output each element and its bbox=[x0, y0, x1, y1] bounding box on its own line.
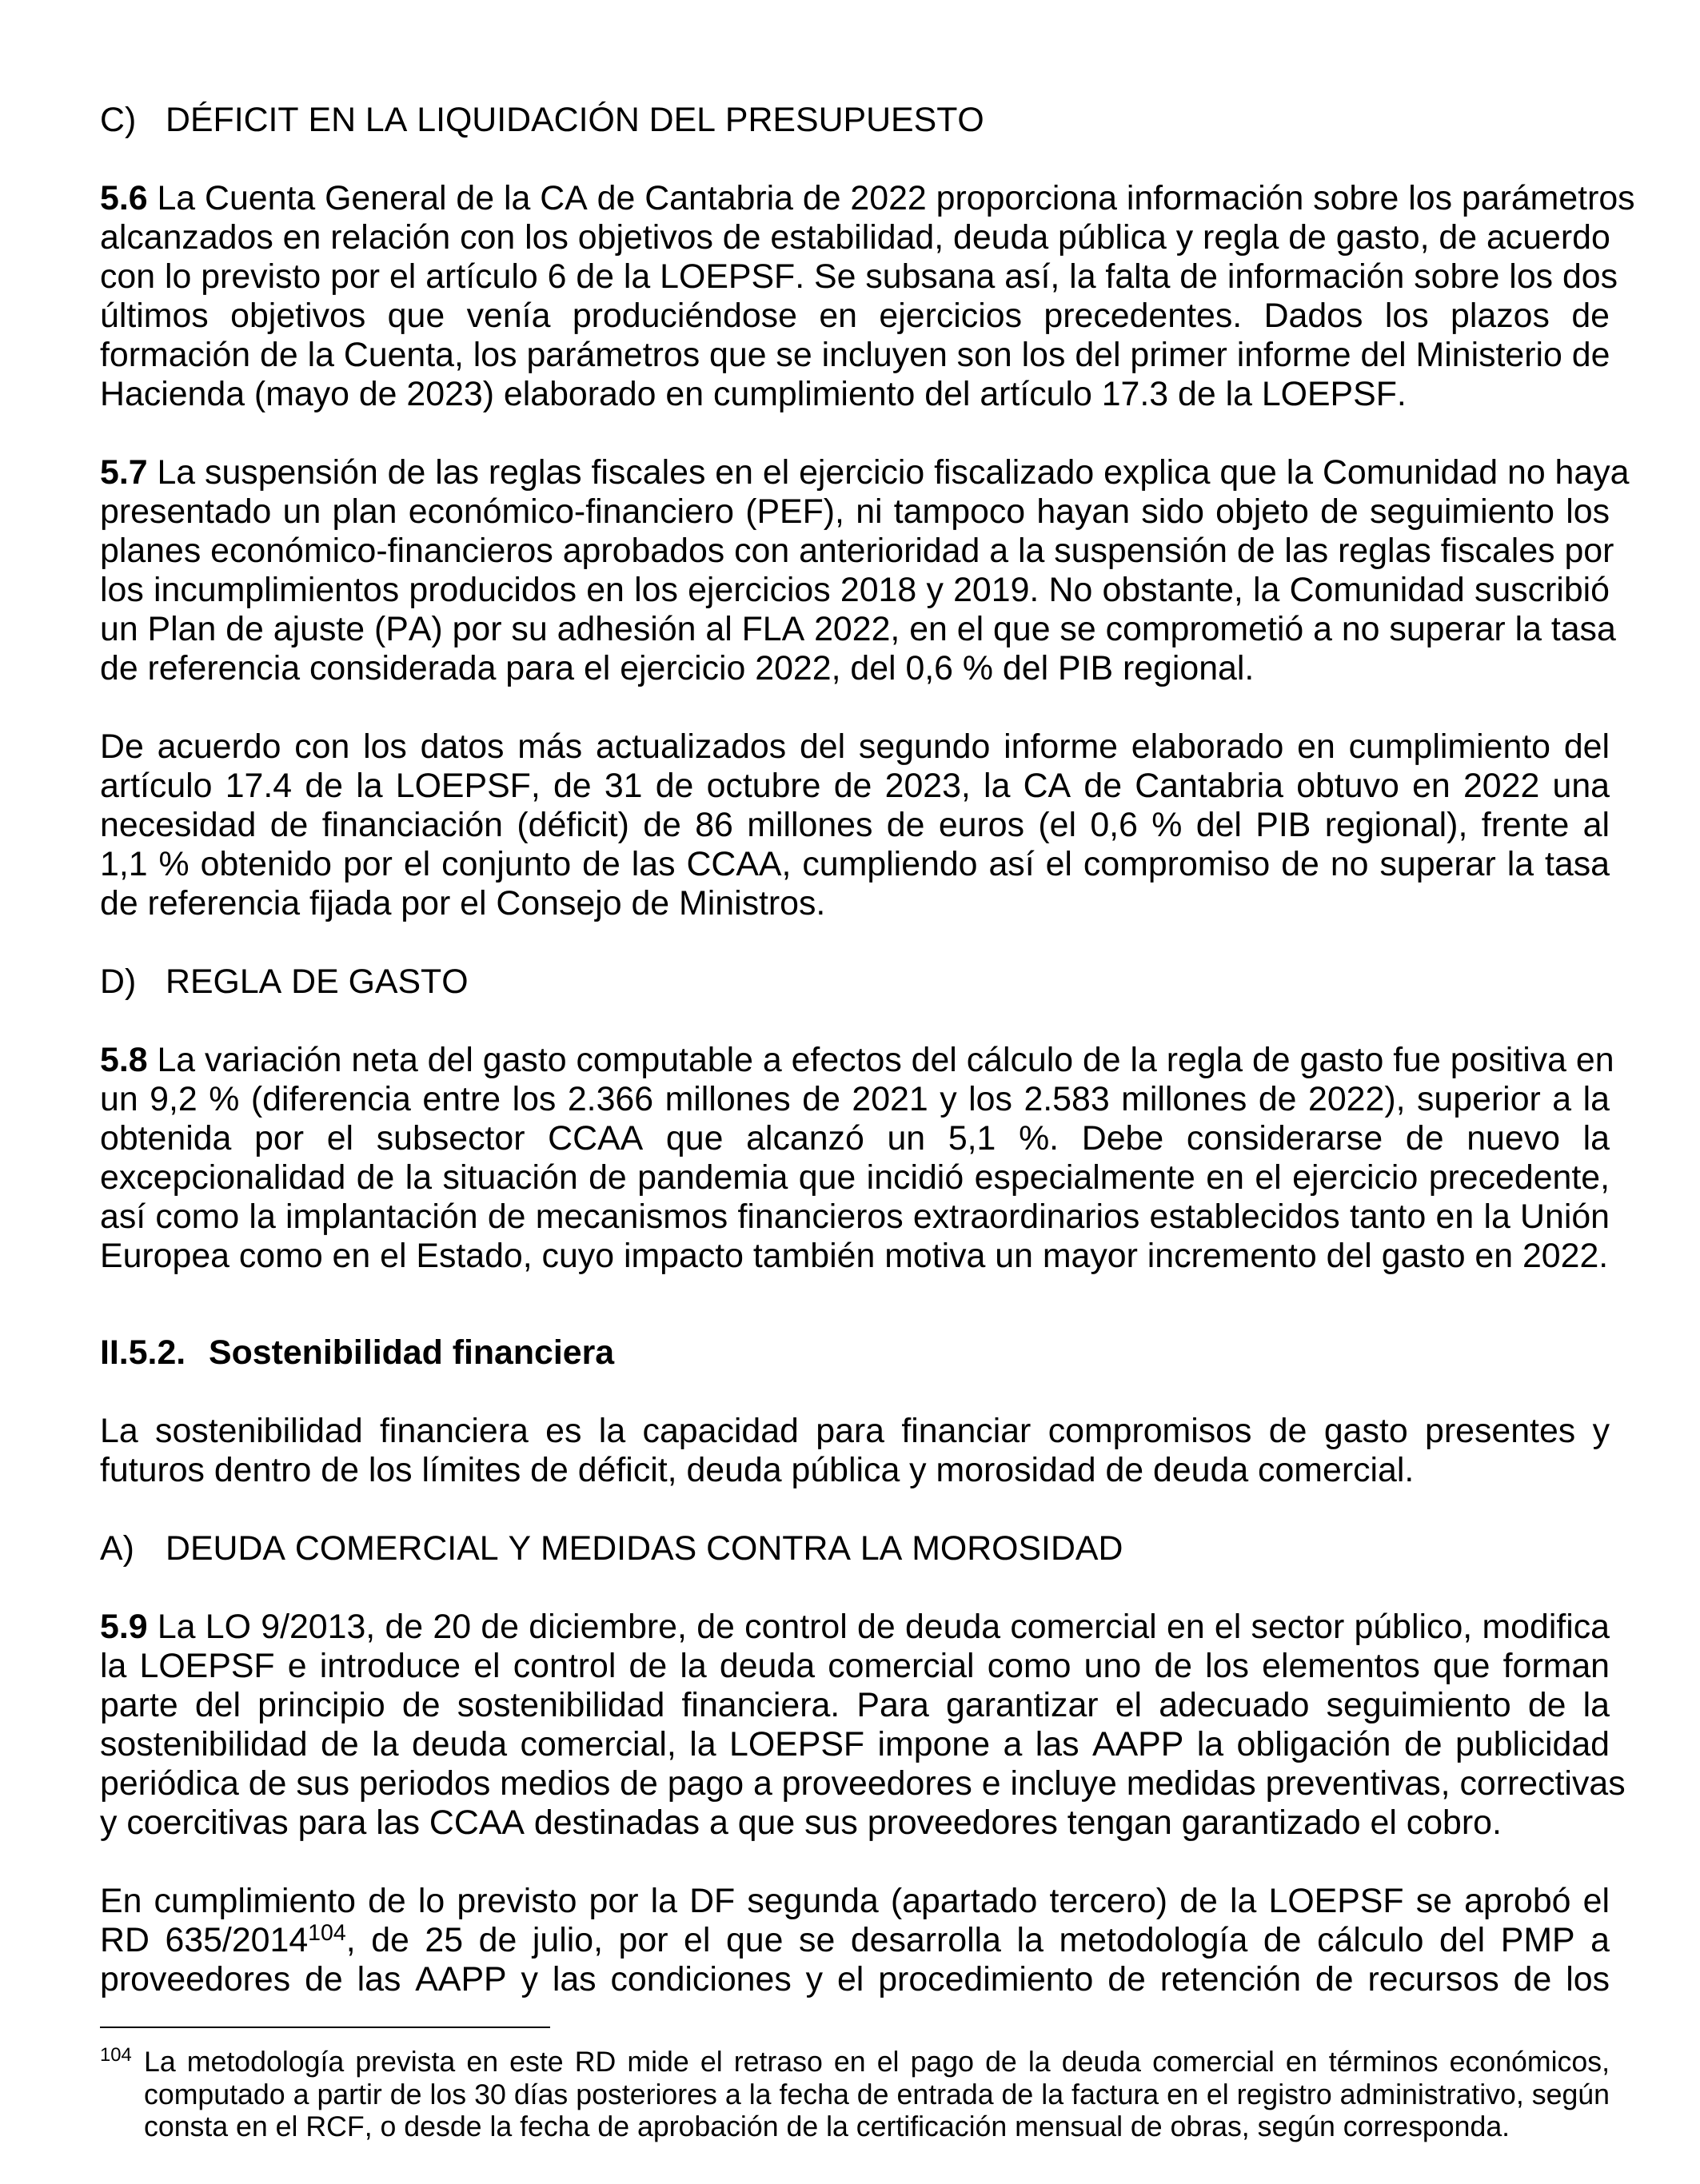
section-heading-label: A) bbox=[100, 1529, 134, 1568]
section-heading-label: C) bbox=[100, 101, 137, 139]
footnote-reference-marker: 104 bbox=[308, 1920, 346, 1946]
section-heading-a bbox=[100, 1529, 1610, 1568]
paragraph-line-text: RD 635/2014 bbox=[100, 1921, 309, 1959]
section-heading-label: II.5.2. bbox=[100, 1333, 186, 1372]
paragraph-number: 5.7 bbox=[100, 453, 148, 492]
section-heading-title: DEUDA COMERCIAL Y MEDIDAS CONTRA LA MOROSIDAD bbox=[166, 1529, 1123, 1568]
paragraph-line: futuros dentro de los límites de déficit, deuda pública y morosidad de deuda comercial. bbox=[100, 1451, 1415, 1489]
paragraph-line: los incumplimientos producidos en los ejercicios 2018 y 2019. No obstante, la Comunidad suscribió bbox=[100, 571, 1610, 609]
paragraph-line-text: , de 25 de julio, por el que se desarrolla la metodología de cálculo del PMP a bbox=[345, 1921, 1610, 1959]
footnote-104 bbox=[100, 2046, 1610, 2143]
section-heading-label: D) bbox=[100, 962, 137, 1001]
footnote-line: La metodología prevista en este RD mide el retraso en el pago de la deuda comercial en términos económicos, bbox=[144, 2046, 1610, 2078]
paragraph-5-8 bbox=[100, 1041, 1614, 1276]
footnote-line: computado a partir de los 30 días posteriores a la fecha de entrada de la factura en el registro administrativo, según bbox=[144, 2078, 1610, 2110]
paragraph-line-text: La variación neta del gasto computable a efectos del cálculo de la regla de gasto fue positiva en bbox=[157, 1041, 1614, 1079]
paragraph-line: necesidad de financiación (déficit) de 86 millones de euros (el 0,6 % del PIB regional), frente al bbox=[100, 806, 1610, 844]
paragraph-line bbox=[100, 1608, 1610, 1647]
paragraph-line: periódica de sus periodos medios de pago a proveedores e incluye medidas preventivas, correctivas bbox=[100, 1764, 1626, 1803]
paragraph-line: así como la implantación de mecanismos financieros extraordinarios establecidos tanto en la Unión bbox=[100, 1198, 1610, 1236]
paragraph-deficit-result bbox=[100, 727, 1610, 923]
paragraph-line: con lo previsto por el artículo 6 de la LOEPSF. Se subsana así, la falta de información sobre los dos bbox=[100, 257, 1618, 296]
section-heading-title: DÉFICIT EN LA LIQUIDACIÓN DEL PRESUPUESTO bbox=[166, 101, 984, 139]
paragraph-line: un Plan de ajuste (PA) por su adhesión al FLA 2022, en el que se comprometió a no superar la tasa bbox=[100, 610, 1616, 648]
paragraph-line bbox=[100, 453, 1630, 492]
paragraph-line: La sostenibilidad financiera es la capacidad para financiar compromisos de gasto presentes y bbox=[100, 1412, 1610, 1450]
paragraph-rd-635-2014 bbox=[100, 1882, 1610, 1999]
paragraph-line bbox=[100, 1921, 1610, 1960]
section-heading-d bbox=[100, 962, 1610, 1002]
paragraph-number: 5.9 bbox=[100, 1608, 148, 1646]
paragraph-5-7 bbox=[100, 453, 1630, 688]
paragraph-line-text: La suspensión de las reglas fiscales en el ejercicio fiscalizado explica que la Comunidad no haya bbox=[157, 453, 1630, 492]
paragraph-line: últimos objetivos que venía produciéndose en ejercicios precedentes. Dados los plazos de bbox=[100, 297, 1610, 335]
paragraph-line bbox=[100, 179, 1635, 218]
paragraph-line: Europea como en el Estado, cuyo impacto también motiva un mayor incremento del gasto en 2022. bbox=[100, 1237, 1609, 1275]
footnote-body bbox=[144, 2046, 1610, 2143]
paragraph-line: de referencia fijada por el Consejo de Ministros. bbox=[100, 884, 826, 923]
paragraph-line: parte del principio de sostenibilidad financiera. Para garantizar el adecuado seguimiento de la bbox=[100, 1686, 1610, 1724]
paragraph-line: la LOEPSF e introduce el control de la deuda comercial como uno de los elementos que forman bbox=[100, 1647, 1610, 1685]
paragraph-line: 1,1 % obtenido por el conjunto de las CCAA, cumpliendo así el compromiso de no superar la tasa bbox=[100, 845, 1610, 883]
paragraph-line-text: La Cuenta General de la CA de Cantabria de 2022 proporciona información sobre los parámetros bbox=[157, 179, 1635, 217]
paragraph-line: formación de la Cuenta, los parámetros que se incluyen son los del primer informe del Ministerio de bbox=[100, 336, 1610, 374]
paragraph-line: De acuerdo con los datos más actualizados del segundo informe elaborado en cumplimiento del bbox=[100, 727, 1610, 766]
paragraph-line: Hacienda (mayo de 2023) elaborado en cumplimiento del artículo 17.3 de la LOEPSF. bbox=[100, 375, 1407, 413]
paragraph-line: obtenida por el subsector CCAA que alcanzó un 5,1 %. Debe considerarse de nuevo la bbox=[100, 1119, 1610, 1158]
paragraph-line: proveedores de las AAPP y las condiciones y el procedimiento de retención de recursos de los bbox=[100, 1960, 1610, 1999]
paragraph-sostenibilidad-definition bbox=[100, 1412, 1610, 1490]
paragraph-line: y coercitivas para las CCAA destinadas a que sus proveedores tengan garantizado el cobro. bbox=[100, 1803, 1502, 1842]
paragraph-line: excepcionalidad de la situación de pandemia que incidió especialmente en el ejercicio precedente, bbox=[100, 1158, 1610, 1197]
footnote-number: 104 bbox=[100, 2044, 132, 2066]
paragraph-line: de referencia considerada para el ejercicio 2022, del 0,6 % del PIB regional. bbox=[100, 649, 1255, 687]
paragraph-5-9 bbox=[100, 1608, 1626, 1843]
section-heading-title: REGLA DE GASTO bbox=[166, 962, 469, 1001]
paragraph-line: planes económico-financieros aprobados con anterioridad a la suspensión de las reglas fiscales por bbox=[100, 532, 1614, 570]
paragraph-5-6 bbox=[100, 179, 1635, 414]
paragraph-line: En cumplimiento de lo previsto por la DF segunda (apartado tercero) de la LOEPSF se aprobó el bbox=[100, 1882, 1610, 1920]
paragraph-number: 5.6 bbox=[100, 179, 148, 217]
footnote-line: consta en el RCF, o desde la fecha de aprobación de la certificación mensual de obras, según corresponda. bbox=[144, 2110, 1510, 2142]
section-heading-ii-5-2 bbox=[100, 1315, 1610, 1373]
paragraph-line: presentado un plan económico-financiero (PEF), ni tampoco hayan sido objeto de seguimiento los bbox=[100, 492, 1610, 531]
paragraph-line: alcanzados en relación con los objetivos de estabilidad, deuda pública y regla de gasto, de acuerdo bbox=[100, 218, 1610, 257]
paragraph-line-text: La LO 9/2013, de 20 de diciembre, de control de deuda comercial en el sector público, modifica bbox=[157, 1608, 1610, 1646]
paragraph-line: un 9,2 % (diferencia entre los 2.366 millones de 2021 y los 2.583 millones de 2022), superior a la bbox=[100, 1080, 1610, 1118]
paragraph-line bbox=[100, 1041, 1614, 1080]
paragraph-number: 5.8 bbox=[100, 1041, 148, 1079]
footnote-separator bbox=[100, 2027, 550, 2028]
paragraph-line: artículo 17.4 de la LOEPSF, de 31 de octubre de 2023, la CA de Cantabria obtuvo en 2022 una bbox=[100, 767, 1610, 805]
paragraph-line: sostenibilidad de la deuda comercial, la LOEPSF impone a las AAPP la obligación de publicidad bbox=[100, 1725, 1610, 1764]
section-heading-title: Sostenibilidad financiera bbox=[209, 1333, 615, 1372]
document-body bbox=[100, 101, 1635, 2039]
section-heading-c bbox=[100, 101, 1610, 140]
